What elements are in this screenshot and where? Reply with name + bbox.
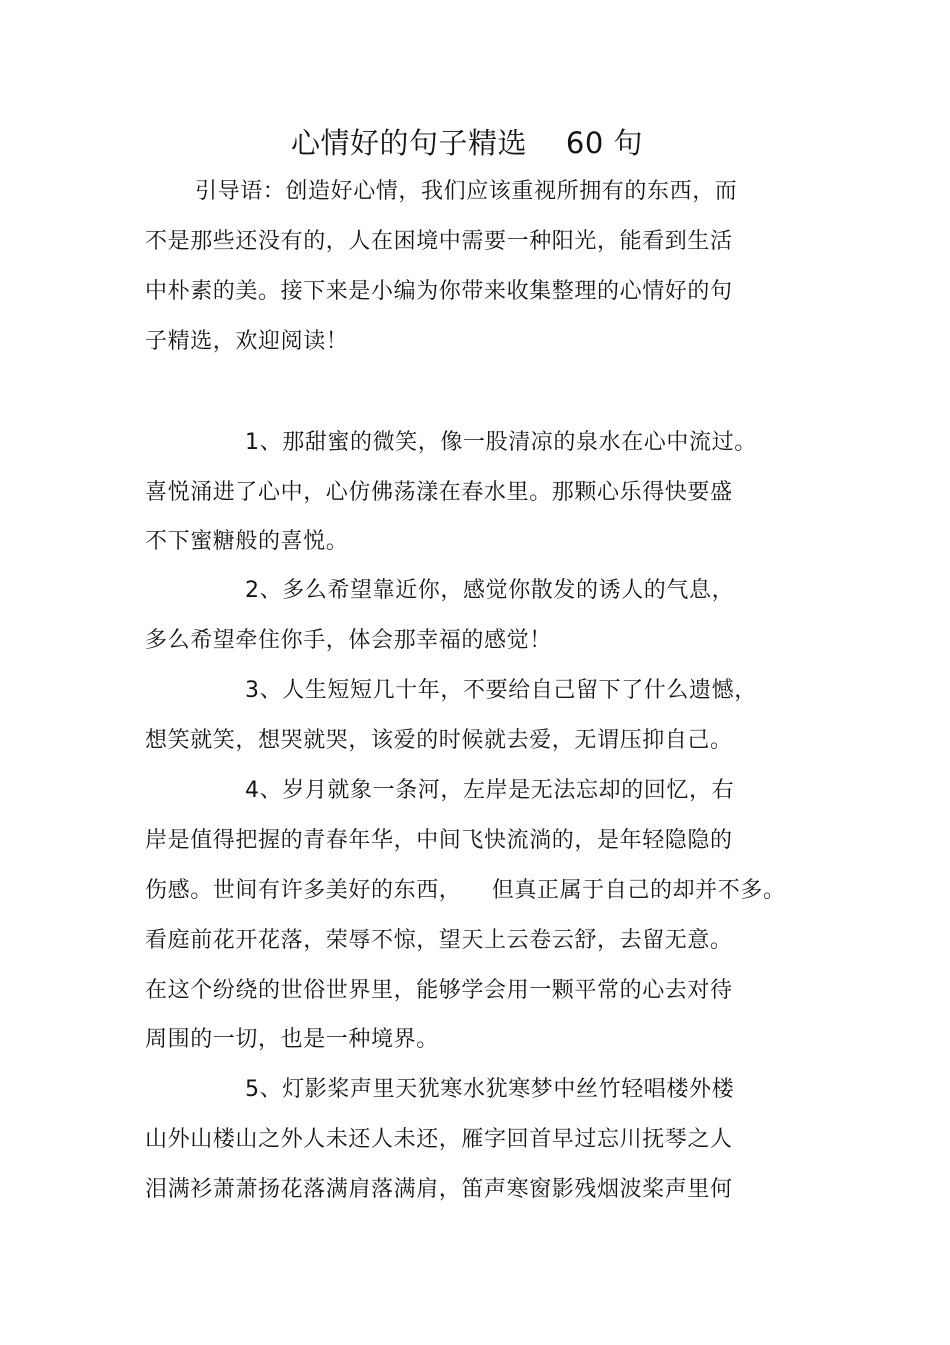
item-4-line: 伤感。世间有许多美好的东西， 但真正属于自己的却并不多。	[145, 878, 786, 903]
item-4-line: 在这个纷绕的世俗世界里，能够学会用一颗平常的心去对待	[145, 978, 733, 1003]
item-4-line: 看庭前花开花落，荣辱不惊，望天上云卷云舒，去留无意。	[145, 928, 733, 953]
intro-line: 引导语：创造好心情，我们应该重视所拥有的东西，而	[195, 179, 738, 204]
item-4-line: 周围的一切，也是一种境界。	[145, 1027, 439, 1052]
item-5-line: 山外山楼山之外人未还人未还，雁字回首早过忘川抚琴之人	[145, 1127, 733, 1152]
item-3-line: 3、人生短短几十年，不要给自己留下了什么遗憾，	[245, 678, 757, 703]
item-1-line: 喜悦涌进了心中，心仿佛荡漾在春水里。那颗心乐得快要盛	[145, 480, 733, 505]
item-2-line: 2、多么希望靠近你，感觉你散发的诱人的气息，	[245, 578, 735, 603]
document-title: 心情好的句子精选 60 句	[291, 126, 643, 160]
intro-line: 子精选，欢迎阅读！	[145, 329, 349, 354]
item-5-line: 泪满衫萧萧扬花落满肩落满肩，笛声寒窗影残烟波桨声里何	[145, 1177, 733, 1202]
item-5-line: 5、灯影桨声里天犹寒水犹寒梦中丝竹轻唱楼外楼	[245, 1077, 735, 1102]
intro-line: 不是那些还没有的，人在困境中需要一种阳光，能看到生活	[145, 229, 733, 254]
item-1-line: 1、那甜蜜的微笑，像一股清凉的泉水在心中流过。	[245, 430, 757, 455]
item-1-line: 不下蜜糖般的喜悦。	[145, 529, 349, 554]
item-2-line: 多么希望牵住你手，体会那幸福的感觉！	[145, 628, 552, 653]
item-4-line: 岸是值得把握的青春年华，中间飞快流淌的，是年轻隐隐的	[145, 828, 733, 853]
intro-line: 中朴素的美。接下来是小编为你带来收集整理的心情好的句	[145, 279, 733, 304]
item-4-line: 4、岁月就象一条河，左岸是无法忘却的回忆，右	[245, 778, 735, 803]
item-3-line: 想笑就笑，想哭就哭，该爱的时候就去爱，无谓压抑自己。	[145, 728, 733, 753]
